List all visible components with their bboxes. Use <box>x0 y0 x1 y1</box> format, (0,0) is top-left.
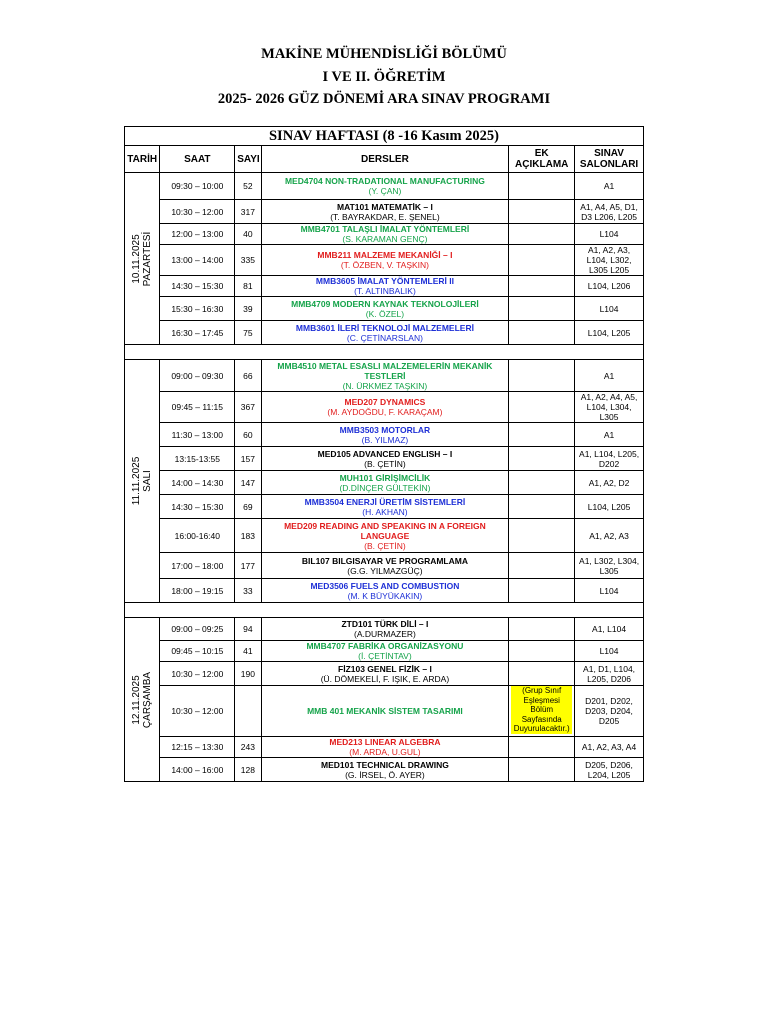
note-cell <box>509 471 575 495</box>
exam-rooms-cell: L104 <box>575 224 644 245</box>
count-cell: 335 <box>235 245 261 276</box>
time-cell: 18:00 – 19:15 <box>160 579 235 603</box>
course-cell <box>261 392 509 423</box>
course-cell <box>261 519 509 553</box>
day-separator <box>125 345 644 360</box>
course-name: MED213 LINEAR ALGEBRA <box>329 737 441 747</box>
date-value: 11.11.2025 <box>131 456 143 506</box>
count-cell: 147 <box>235 471 261 495</box>
time-cell: 09:30 – 10:00 <box>160 173 235 200</box>
course-cell <box>261 447 509 471</box>
note-cell <box>509 579 575 603</box>
time-cell: 17:00 – 18:00 <box>160 553 235 579</box>
time-cell: 14:30 – 15:30 <box>160 276 235 297</box>
day-separator <box>125 603 644 618</box>
course-cell <box>261 737 509 758</box>
time-cell: 13:15-13:55 <box>160 447 235 471</box>
course-cell <box>261 579 509 603</box>
table-row <box>125 297 644 321</box>
note-cell <box>509 737 575 758</box>
note-cell <box>509 297 575 321</box>
course-cell <box>261 276 509 297</box>
count-cell <box>235 686 261 737</box>
time-cell: 09:00 – 09:30 <box>160 360 235 392</box>
exam-rooms-cell: A1, L302, L304, L305 <box>575 553 644 579</box>
note-cell <box>509 618 575 641</box>
instructor-name: (N. ÜRKMEZ TAŞKIN) <box>342 380 428 391</box>
exam-rooms-cell: L104, L205 <box>575 495 644 519</box>
course-cell <box>261 758 509 782</box>
course-cell <box>261 618 509 641</box>
course-cell <box>261 321 509 345</box>
exam-rooms-cell: A1 <box>575 360 644 392</box>
instructor-name: (H. AKHAN) <box>362 506 408 517</box>
note-cell <box>509 519 575 553</box>
time-cell: 10:30 – 12:00 <box>160 686 235 737</box>
page-title-program: 2025- 2026 GÜZ DÖNEMİ ARA SINAV PROGRAMI <box>217 91 551 107</box>
count-cell: 39 <box>235 297 261 321</box>
col-header-sayi: SAYI <box>235 146 261 173</box>
table-row <box>125 276 644 297</box>
note-cell <box>509 758 575 782</box>
instructor-name: (C. ÇETİNARSLAN) <box>346 332 423 343</box>
table-row <box>125 686 644 737</box>
course-name: MED105 ADVANCED ENGLISH – I <box>317 448 453 459</box>
note-cell <box>509 200 575 224</box>
count-cell: 243 <box>235 737 261 758</box>
time-cell: 09:45 – 11:15 <box>160 392 235 423</box>
course-name: MED3506 FUELS AND COMBUSTION <box>310 580 460 591</box>
exam-rooms-cell: A1 <box>575 423 644 447</box>
exam-rooms-cell: A1, A2, A3, A4 <box>575 737 644 758</box>
exam-rooms-cell: A1, A2, A4, A5, L104, L304, L305 <box>575 392 644 423</box>
course-name: FİZ103 GENEL FİZİK – I <box>338 663 432 674</box>
count-cell: 40 <box>235 224 261 245</box>
table-row <box>125 758 644 782</box>
note-cell <box>509 495 575 519</box>
count-cell: 33 <box>235 579 261 603</box>
count-cell: 367 <box>235 392 261 423</box>
exam-rooms-cell: D201, D202, D203, D204, D205 <box>575 686 644 737</box>
note-cell <box>509 447 575 471</box>
exam-rooms-cell: A1, L104, L205, D202 <box>575 447 644 471</box>
note-cell <box>509 321 575 345</box>
time-cell: 12:15 – 13:30 <box>160 737 235 758</box>
count-cell: 75 <box>235 321 261 345</box>
table-row <box>125 173 644 200</box>
count-cell: 52 <box>235 173 261 200</box>
course-cell <box>261 471 509 495</box>
weekday-value: ÇARŞAMBA <box>142 671 154 728</box>
date-value: 10.11.2025 <box>131 233 143 284</box>
count-cell: 317 <box>235 200 261 224</box>
table-row <box>125 447 644 471</box>
count-cell: 94 <box>235 618 261 641</box>
count-cell: 128 <box>235 758 261 782</box>
col-header-ek-aciklama: EK AÇIKLAMA <box>509 146 575 173</box>
note-cell <box>509 245 575 276</box>
date-cell <box>125 618 160 782</box>
course-name: ZTD101 TÜRK DİLİ – I <box>341 619 429 629</box>
course-name: MED207 DYNAMICS <box>344 397 426 407</box>
time-cell: 14:00 – 16:00 <box>160 758 235 782</box>
separator-cell <box>125 345 644 360</box>
exam-rooms-cell: D205, D206, L204, L205 <box>575 758 644 782</box>
weekday-value: SALI <box>142 470 154 492</box>
note-cell <box>509 224 575 245</box>
instructor-name: (Ü. DÖMEKELİ, F. IŞIK, E. ARDA) <box>320 673 450 684</box>
instructor-name: (Y. ÇAN) <box>368 186 402 196</box>
table-title-row <box>125 127 644 146</box>
exam-schedule-table <box>124 126 644 782</box>
instructor-name: (A.DURMAZER) <box>354 629 416 639</box>
course-cell <box>261 200 509 224</box>
course-name: MED4704 NON-TRADATIONAL MANUFACTURING <box>284 176 485 186</box>
date-cell <box>125 173 160 345</box>
table-row <box>125 579 644 603</box>
col-header-sinav-salonlari: SINAV SALONLARI <box>575 146 644 173</box>
time-cell: 09:00 – 09:25 <box>160 618 235 641</box>
table-row <box>125 641 644 662</box>
date-value: 12.11.2025 <box>131 674 143 725</box>
course-name: MMB3504 ENERJİ ÜRETİM SİSTEMLERİ <box>304 496 466 507</box>
time-cell: 14:00 – 14:30 <box>160 471 235 495</box>
exam-rooms-cell: L104, L206 <box>575 276 644 297</box>
page-title-education: I VE II. ÖĞRETİM <box>322 69 446 85</box>
time-cell: 13:00 – 14:00 <box>160 245 235 276</box>
count-cell: 157 <box>235 447 261 471</box>
note-cell <box>509 641 575 662</box>
note-cell <box>509 553 575 579</box>
instructor-name: (M. AYDOĞDU, F. KARAÇAM) <box>327 407 443 417</box>
course-name: MED101 TECHNICAL DRAWING <box>321 759 449 770</box>
instructor-name: (T. ÖZBEN, V. TAŞKIN) <box>340 260 430 270</box>
time-cell: 11:30 – 13:00 <box>160 423 235 447</box>
course-name: MMB3605 İMALAT YÖNTEMLERİ II <box>315 276 454 286</box>
course-name: BIL107 BILGISAYAR VE PROGRAMLAMA <box>301 555 468 566</box>
instructor-name: (G. İRSEL, Ö. AYER) <box>345 769 425 780</box>
table-row <box>125 245 644 276</box>
course-name: MMB3503 MOTORLAR <box>339 424 431 435</box>
course-name: MMB4701 TALAŞLI İMALAT YÖNTEMLERİ <box>300 224 470 234</box>
table-row <box>125 360 644 392</box>
course-name: MMB4709 MODERN KAYNAK TEKNOLOJİLERİ <box>291 298 479 309</box>
time-cell: 12:00 – 13:00 <box>160 224 235 245</box>
course-cell <box>261 686 509 737</box>
instructor-name: (G.G. YILMAZGÜÇ) <box>347 565 423 576</box>
instructor-name: (T. ALTINBALIK) <box>354 286 416 296</box>
table-row <box>125 519 644 553</box>
note-cell <box>509 423 575 447</box>
time-cell: 16:30 – 17:45 <box>160 321 235 345</box>
course-cell <box>261 360 509 392</box>
course-cell <box>261 224 509 245</box>
table-row <box>125 200 644 224</box>
course-cell <box>261 495 509 519</box>
course-cell <box>261 641 509 662</box>
table-row <box>125 737 644 758</box>
exam-rooms-cell: A1, A2, A3, L104, L302, L305 L205 <box>575 245 644 276</box>
time-cell: 15:30 – 16:30 <box>160 297 235 321</box>
count-cell: 177 <box>235 553 261 579</box>
course-name: MMB4707 FABRİKA ORGANİZASYONU <box>306 641 464 651</box>
instructor-name: (M. K BÜYÜKAKIN) <box>347 590 423 601</box>
date-cell <box>125 360 160 603</box>
exam-rooms-cell: L104 <box>575 297 644 321</box>
col-header-saat: SAAT <box>160 146 235 173</box>
course-name: MMB211 MALZEME MEKANİĞİ – I <box>317 250 453 260</box>
course-cell <box>261 245 509 276</box>
table-row <box>125 423 644 447</box>
course-cell <box>261 297 509 321</box>
course-name: MMB 401 MEKANİK SİSTEM TASARIMI <box>307 706 463 716</box>
exam-rooms-cell: A1, A2, A3 <box>575 519 644 553</box>
exam-rooms-cell: L104, L205 <box>575 321 644 345</box>
count-cell: 183 <box>235 519 261 553</box>
time-cell: 10:30 – 12:00 <box>160 662 235 686</box>
course-name: MAT101 MATEMATİK – I <box>337 201 433 212</box>
instructor-name: (S. KARAMAN GENÇ) <box>342 234 428 244</box>
time-cell: 14:30 – 15:30 <box>160 495 235 519</box>
instructor-name: (İ. ÇETİNTAV) <box>358 651 412 661</box>
instructor-name: (B. YILMAZ) <box>361 434 409 445</box>
date-label <box>131 231 153 286</box>
exam-rooms-cell: A1 <box>575 173 644 200</box>
exam-rooms-cell: A1, A4, A5, D1, D3 L206, L205 <box>575 200 644 224</box>
time-cell: 10:30 – 12:00 <box>160 200 235 224</box>
time-cell: 16:00-16:40 <box>160 519 235 553</box>
date-label <box>131 457 153 506</box>
col-header-tarih: TARİH <box>125 146 160 173</box>
separator-cell <box>125 603 644 618</box>
instructor-name: (B. ÇETİN) <box>364 540 406 551</box>
col-header-dersler: DERSLER <box>261 146 509 173</box>
column-header-row <box>125 146 644 173</box>
page-title-department: MAKİNE MÜHENDİSLİĞİ BÖLÜMÜ <box>261 46 507 62</box>
course-cell <box>261 173 509 200</box>
instructor-name: (T. BAYRAKDAR, E. ŞENEL) <box>330 211 440 222</box>
note-cell <box>509 392 575 423</box>
schedule-body <box>125 127 644 782</box>
instructor-name: (M. ARDA, U.GUL) <box>349 747 421 757</box>
count-cell: 41 <box>235 641 261 662</box>
exam-rooms-cell: L104 <box>575 641 644 662</box>
count-cell: 190 <box>235 662 261 686</box>
table-row <box>125 495 644 519</box>
highlighted-note: (Grup Sınıf Eşleşmesi Bölüm Sayfasında Duyurulacaktır.) <box>511 686 572 734</box>
note-cell <box>509 173 575 200</box>
course-cell <box>261 553 509 579</box>
table-row <box>125 618 644 641</box>
exam-rooms-cell: A1, D1, L104, L205, D206 <box>575 662 644 686</box>
note-cell <box>509 360 575 392</box>
count-cell: 81 <box>235 276 261 297</box>
note-cell <box>509 686 575 737</box>
table-row <box>125 224 644 245</box>
instructor-name: (D.DİNÇER GÜLTEKİN) <box>339 482 431 493</box>
count-cell: 66 <box>235 360 261 392</box>
instructor-name: (B. ÇETİN) <box>364 458 406 469</box>
count-cell: 69 <box>235 495 261 519</box>
course-name: MED209 READING AND SPEAKING IN A FOREIGN LANGUAGE <box>284 520 486 541</box>
course-name: MMB4510 METAL ESASLI MALZEMELERİN MEKANİK TESTLERİ <box>277 360 493 381</box>
weekday-value: PAZARTESİ <box>142 231 154 286</box>
table-row <box>125 321 644 345</box>
count-cell: 60 <box>235 423 261 447</box>
table-row <box>125 662 644 686</box>
instructor-name: (K. ÖZEL) <box>365 308 405 319</box>
course-cell <box>261 423 509 447</box>
note-cell <box>509 662 575 686</box>
course-cell <box>261 662 509 686</box>
course-name: MUH101 GİRİŞİMCİLİK <box>339 472 431 483</box>
time-cell: 09:45 – 10:15 <box>160 641 235 662</box>
date-label <box>131 671 153 727</box>
table-row <box>125 392 644 423</box>
exam-rooms-cell: A1, A2, D2 <box>575 471 644 495</box>
exam-rooms-cell: A1, L104 <box>575 618 644 641</box>
table-row <box>125 471 644 495</box>
course-name: MMB3601 İLERİ TEKNOLOJİ MALZEMELERİ <box>295 322 474 333</box>
table-title: SINAV HAFTASI (8 -16 Kasım 2025) <box>125 127 644 146</box>
note-cell <box>509 276 575 297</box>
table-row <box>125 553 644 579</box>
exam-rooms-cell: L104 <box>575 579 644 603</box>
